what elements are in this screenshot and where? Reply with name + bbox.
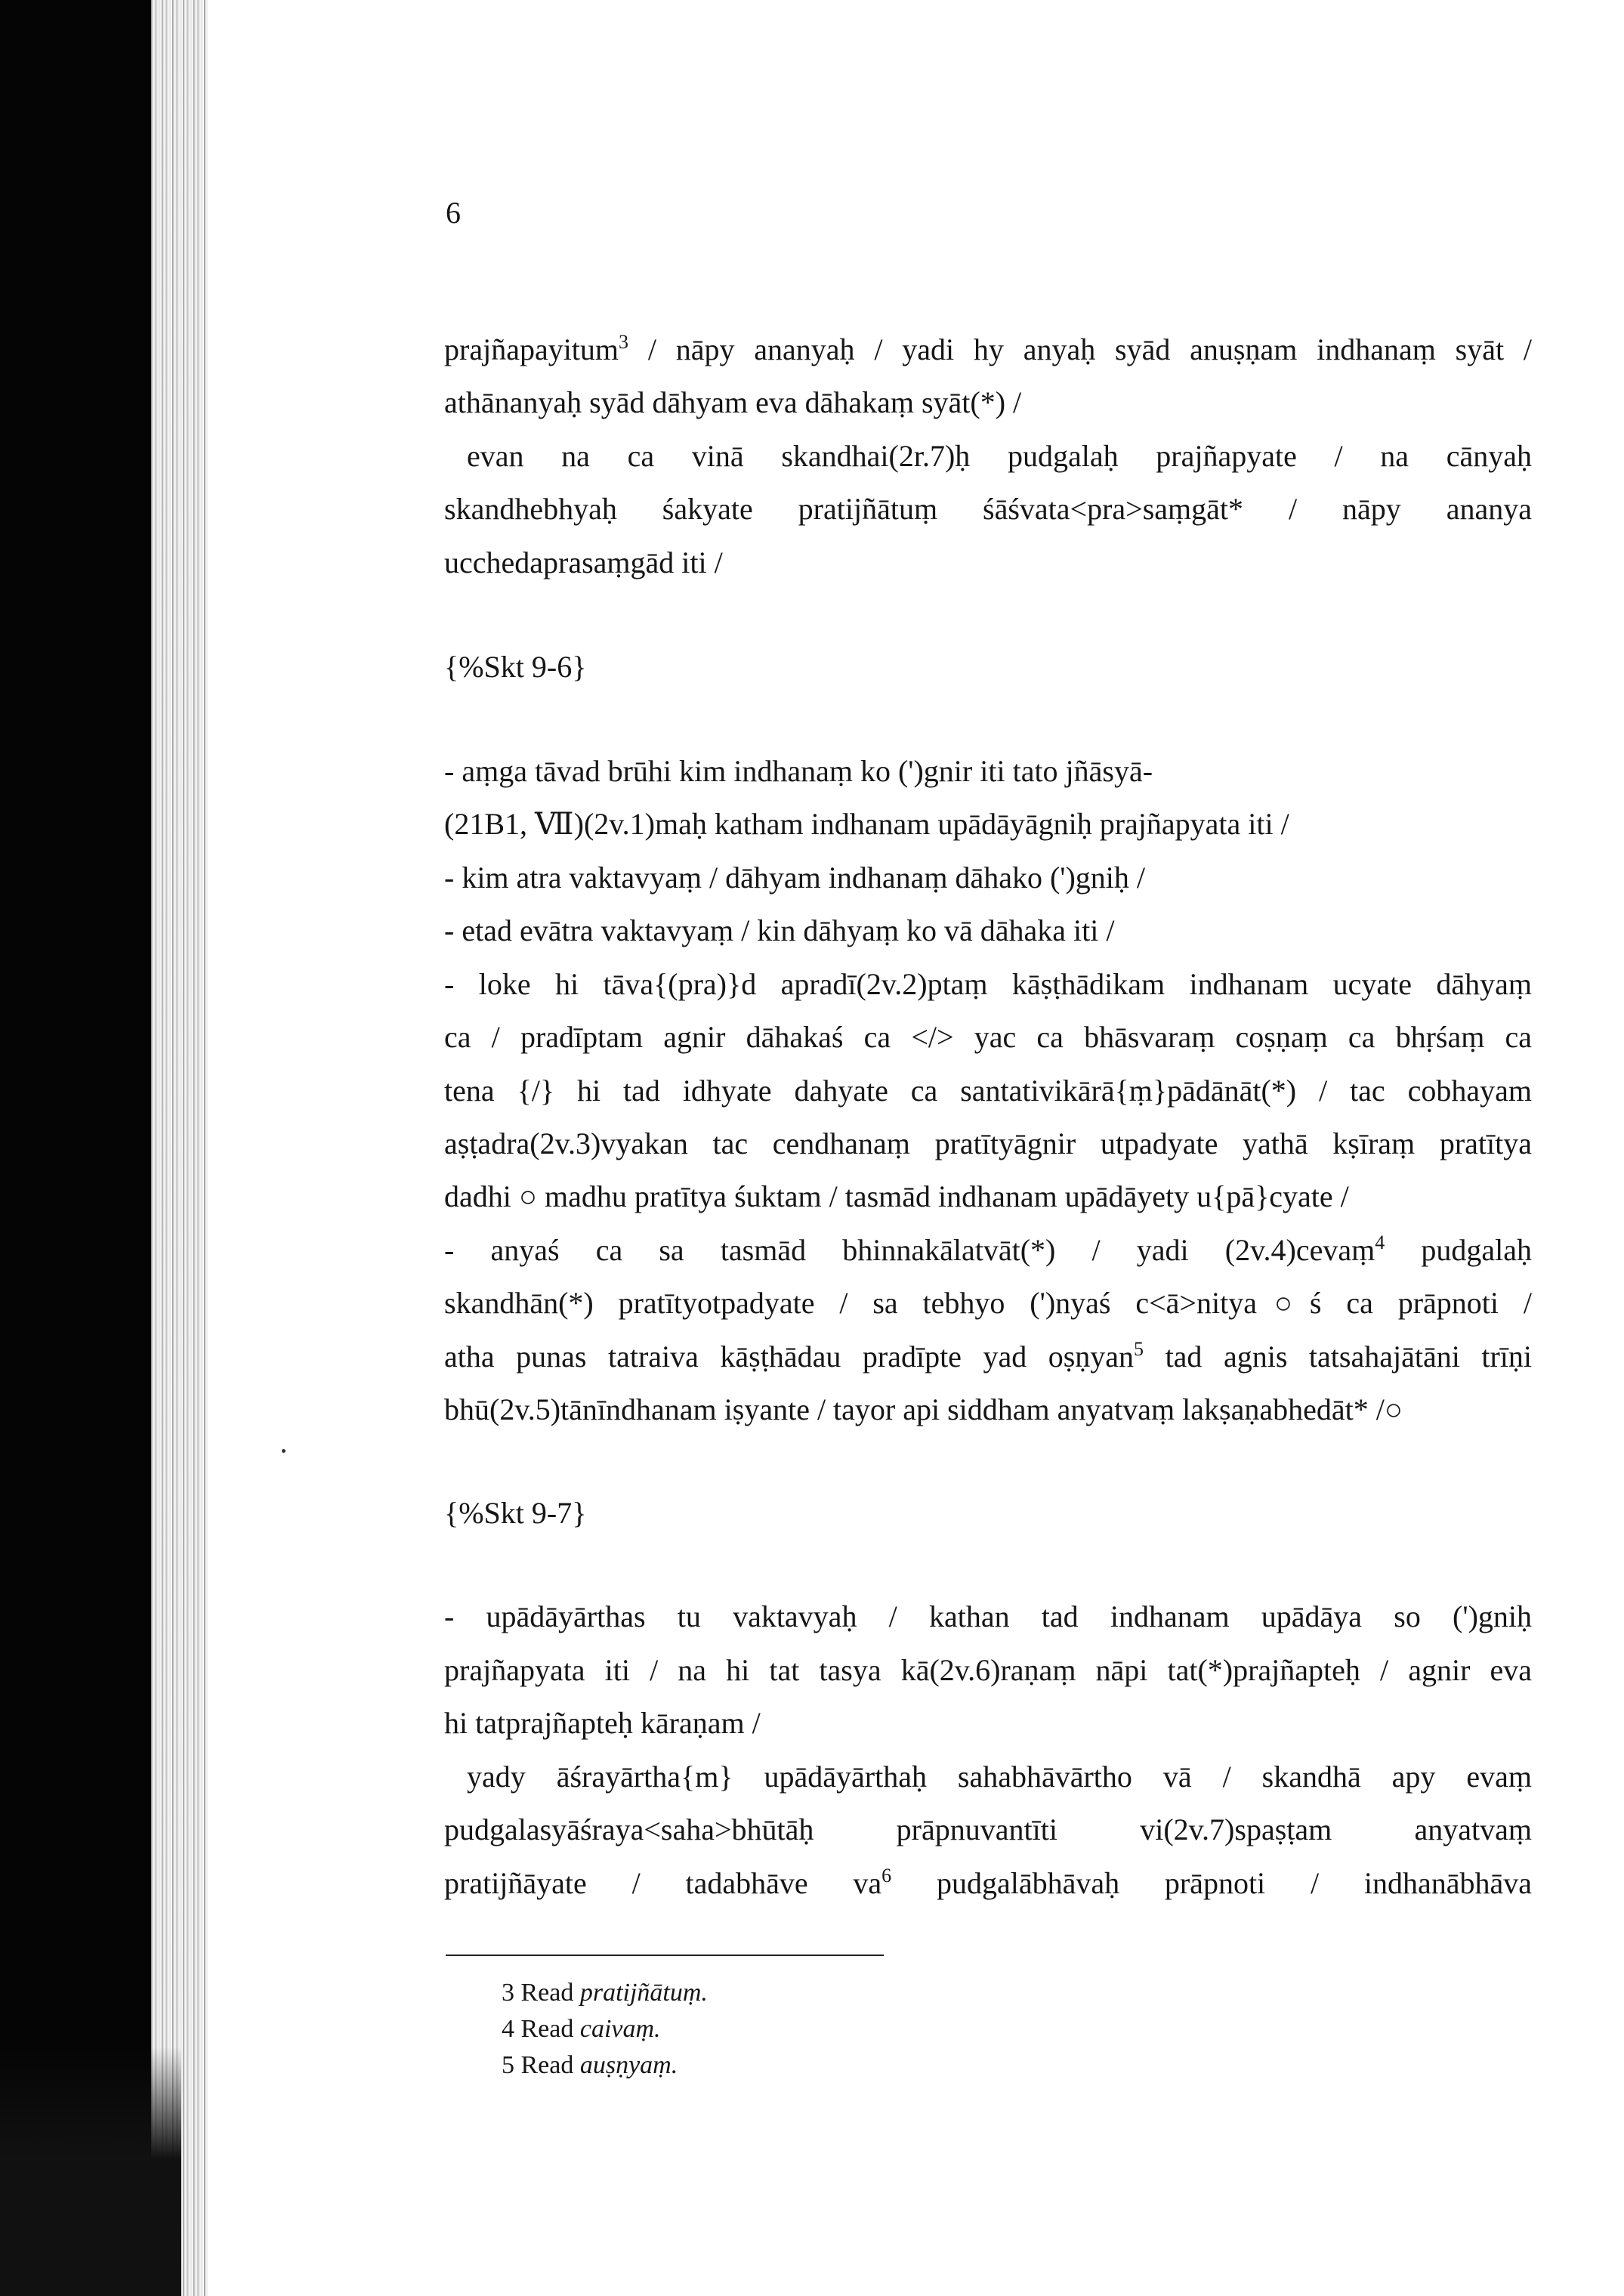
page-number: 6 (446, 196, 461, 230)
text-line: hi tatprajñapteḥ kāraṇam / (444, 1706, 761, 1740)
scan-edge-fade (151, 0, 208, 2296)
section-marker: {%Skt 9-6} (444, 650, 587, 684)
text-line: skandhebhyaḥ śakyate pratijñātuṃ śāśvata<pra>saṃgāt* / nāpy ananya (444, 492, 1532, 526)
footnote: 4 Read caivaṃ. (502, 2015, 661, 2043)
text-line: prajñapyata iti / na hi tat tasya kā(2v.6)raṇaṃ nāpi tat(*)prajñapteḥ / agnir eva (444, 1653, 1532, 1687)
text-line: - etad evātra vaktavyaṃ / kin dāhyaṃ ko vā dāhaka iti / (444, 913, 1115, 947)
footnote-ref: 4 (1375, 1231, 1385, 1253)
text-line: - loke hi tāva{(pra)}d apradī(2v.2)ptaṃ kāṣṭhādikam indhanam ucyate dāhyaṃ (444, 967, 1532, 1001)
text-line: atha punas tatraiva kāṣṭhādau pradīpte yad oṣṇyan$^5$ tad agnis tatsahajātāni trīṇi (444, 1338, 1532, 1374)
text-line: (21B1, Ⅶ)(2v.1)maḥ katham indhanam upādāyāgniḥ prajñapyata iti / (444, 807, 1289, 841)
footnote-rule (446, 1955, 884, 1956)
footnote: 3 Read pratijñātuṃ. (502, 1979, 708, 2007)
scan-speck (282, 1449, 286, 1453)
text-line: - aṃga tāvad brūhi kim indhanaṃ ko (')gnir iti tato jñāsyā- (444, 754, 1153, 788)
text-line: aṣṭadra(2v.3)vyakan tac cendhanaṃ pratītyāgnir utpadyate yathā kṣīraṃ pratītya (444, 1126, 1532, 1160)
text-line: ca / pradīptam agnir dāhakaś ca </> yac ca bhāsvaraṃ coṣṇaṃ ca bhṛśaṃ ca (444, 1020, 1532, 1054)
footnote-ref: 3 (619, 331, 629, 353)
text-line: yady āśrayārtha{m} upādāyārthaḥ sahabhāvārtho vā / skandhā apy evaṃ (467, 1760, 1532, 1794)
section-marker: {%Skt 9-7} (444, 1496, 587, 1530)
scan-edge-bottom (0, 2047, 181, 2296)
footnote: 5 Read auṣṇyaṃ. (502, 2051, 678, 2079)
text-line: skandhān(*) pratītyotpadyate / sa tebhyo (')nyaś c<ā>nitya○ś ca prāpnoti / (444, 1286, 1532, 1320)
footnote-ref: 5 (1134, 1338, 1144, 1360)
text-line: pudgalasyāśraya<saha>bhūtāḥ prāpnuvantīti vi(2v.7)spaṣṭam anyatvaṃ (444, 1812, 1532, 1846)
text-line: evan na ca vinā skandhai(2r.7)ḥ pudgalaḥ prajñapyate / na cānyaḥ (467, 439, 1532, 473)
text-line: - kim atra vaktavyaṃ / dāhyam indhanaṃ dāhako (')gniḥ / (444, 861, 1146, 895)
text-line: athānanyaḥ syād dāhyam eva dāhakaṃ syāt(*) / (444, 385, 1022, 419)
text-line: bhū(2v.5)tānīndhanam iṣyante / tayor api siddham anyatvaṃ lakṣaṇabhedāt* /○ (444, 1392, 1403, 1426)
scan-edge (0, 0, 151, 2296)
footnote-ref: 6 (881, 1865, 892, 1887)
text-line: tena {/} hi tad idhyate dahyate ca santativikārā{ṃ}pādānāt(*) / tac cobhayam (444, 1074, 1532, 1108)
text-line: ucchedaprasaṃgād iti / (444, 545, 723, 579)
footnotes (502, 1975, 708, 2084)
text-line: dadhi ○ madhu pratītya śuktam / tasmād indhanam upādāyety u{pā}cyate / (444, 1179, 1349, 1213)
text-line: prajñapayitum$^3$ / nāpy ananyaḥ / yadi hy anyaḥ syād anuṣṇam indhanaṃ syāt / (444, 331, 1532, 366)
text-line: pratijñāyate / tadabhāve $va^6$ pudgalābhāvaḥ prāpnoti / indhanābhāva (444, 1865, 1532, 1900)
text-line: - upādāyārthas tu vaktavyaḥ / kathan tad indhanam upādāya so (')gniḥ (444, 1599, 1532, 1633)
text-line: - anyaś ca sa tasmād bhinnakālatvāt(*) / yadi (2v.4)cevaṃ$^4$ pudgalaḥ (444, 1231, 1533, 1267)
